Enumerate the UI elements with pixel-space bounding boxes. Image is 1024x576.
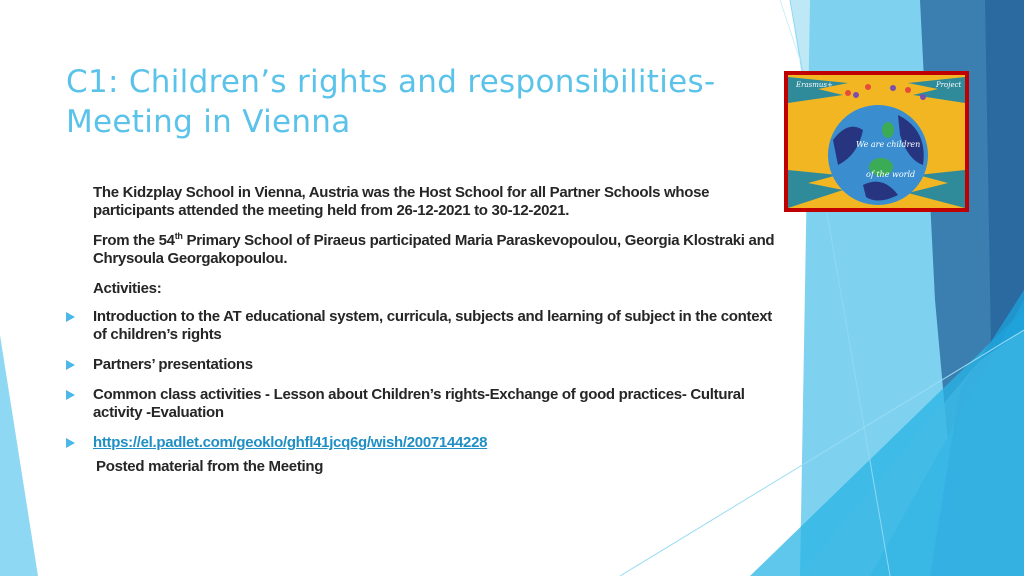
svg-text:Erasmus+: Erasmus+ [796, 81, 833, 89]
host-school-paragraph: The Kidzplay School in Vienna, Austria was the Host School for all Partner Schools whose participants attended the meeting held from 26-12-2021 to 30-12-2021. [93, 184, 710, 219]
svg-text:Project: Project [936, 81, 962, 89]
activity-bullet: Partners’ presentations [60, 356, 780, 374]
activity-bullet: Common class activities - Lesson about Children’s rights-Exchange of good practices- Cultural activity -Evaluation [60, 386, 780, 422]
activity-bullet: Introduction to the AT educational system, curricula, subjects and learning of subject in the context of children’s rights [60, 308, 780, 344]
bullet-arrow-icon [66, 390, 75, 400]
erasmus-project-image [784, 71, 969, 212]
posted-material-note: Posted material from the Meeting [96, 458, 324, 475]
slide-title: C1: Children’s rights and responsibilities-Meeting in Vienna [66, 64, 716, 140]
participants-paragraph: From the 54th Primary School of Piraeus participated Maria Paraskevopoulou, Georgia Klostraki and Chrysoula Georgakopoulou. [93, 231, 775, 267]
activities-label: Activities: [93, 280, 162, 297]
bullet-arrow-icon [66, 360, 75, 370]
svg-text:We are children: We are children [856, 140, 921, 149]
bullet-arrow-icon [66, 438, 75, 448]
padlet-link-bullet [60, 434, 780, 452]
slide-body [60, 184, 780, 476]
bullet-arrow-icon [66, 312, 75, 322]
padlet-link[interactable]: https://el.padlet.com/geoklo/ghfl41jcq6g/wish/2007144228 [93, 434, 488, 451]
svg-text:of the world: of the world [866, 170, 916, 179]
